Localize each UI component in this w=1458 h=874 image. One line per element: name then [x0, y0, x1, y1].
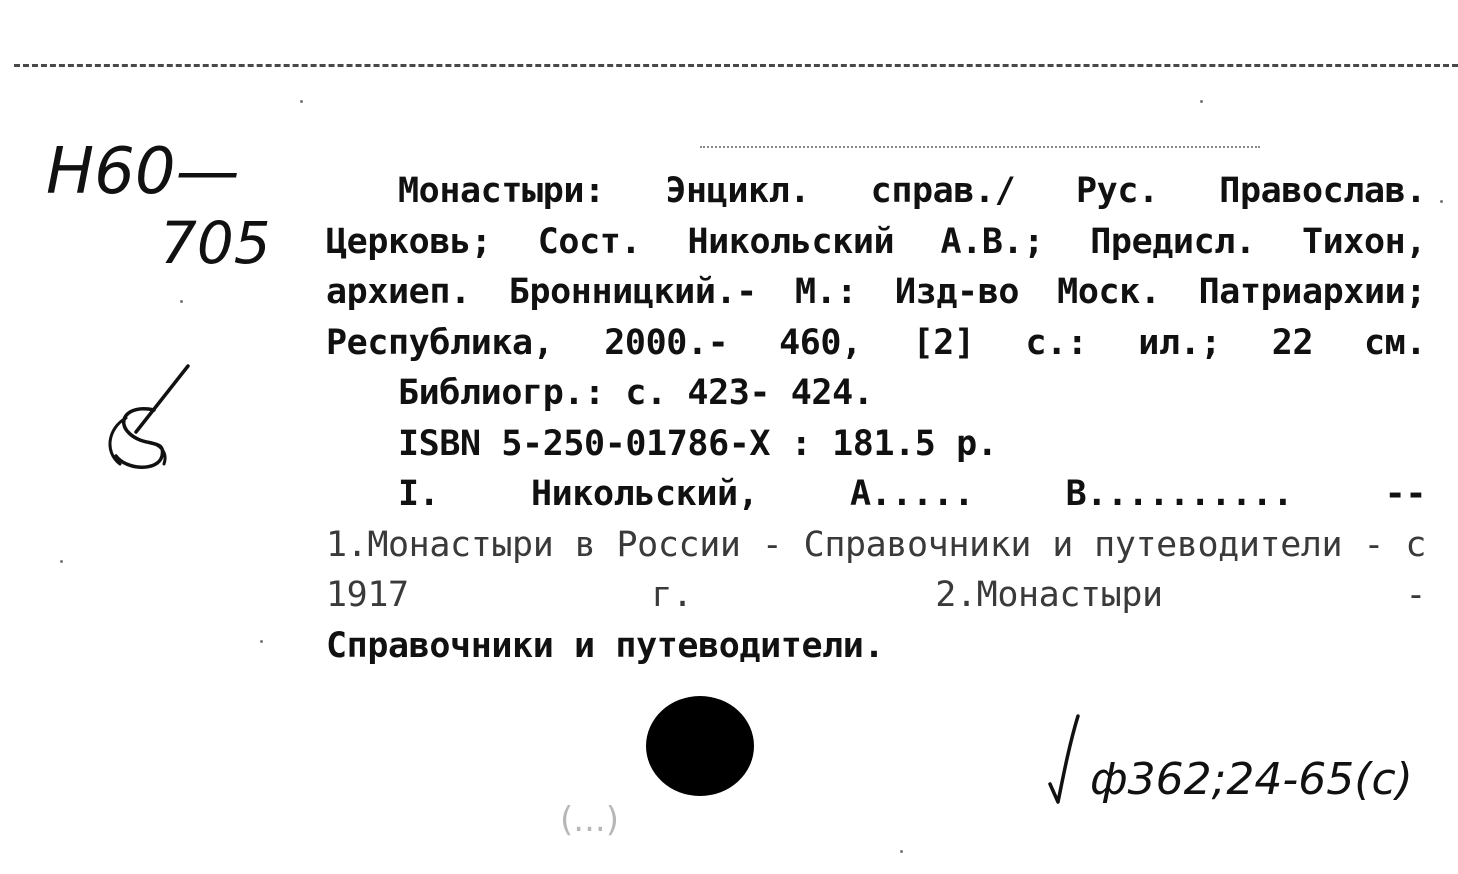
subject-headings-end: Справочники и путеводители. [326, 625, 885, 666]
isbn-price-line: ISBN 5-250-01786-X : 181.5 р. [398, 423, 998, 464]
title-description-paragraph: Монастыри: Энцикл. справ./ Рус. Православ. Церковь; Сост. Никольский А.В.; Предисл. Тихон, архиеп. Бронницкий.- М.: Изд-во Моск. Патриархии; Республика, 2000.- 460, [2] с.: ил.; 22 см. [326, 171, 1426, 363]
paper-speck [900, 850, 903, 853]
faded-stamp: (...) [560, 800, 619, 840]
inventory-number-mark: ф362;24-65(с) [1090, 754, 1413, 805]
handwritten-scribble-mark [96, 360, 206, 480]
bibliography-note: Библиогр.: с. 423- 424. [398, 373, 874, 413]
paper-speck [180, 300, 183, 303]
paper-speck [260, 640, 263, 643]
card-top-rule [14, 64, 1458, 67]
bibliographic-entry [326, 166, 1426, 671]
shelfmark-line-1: Н60— [46, 135, 240, 209]
paper-speck [60, 560, 63, 563]
added-entry-line: I. Никольский, А..... В.......... -- [398, 474, 1426, 514]
handwritten-check-mark [1046, 712, 1086, 812]
faint-dotted-rule [700, 146, 1260, 148]
paper-speck [1200, 100, 1203, 103]
card-punch-hole [646, 696, 754, 796]
subject-headings: 1.Монастыри в России - Справочники и путеводители - с 1917 г. 2.Монастыри - [326, 524, 1426, 615]
shelfmark-line-2: 705 [160, 209, 271, 277]
paper-speck [300, 100, 303, 103]
paper-speck [1440, 200, 1443, 203]
